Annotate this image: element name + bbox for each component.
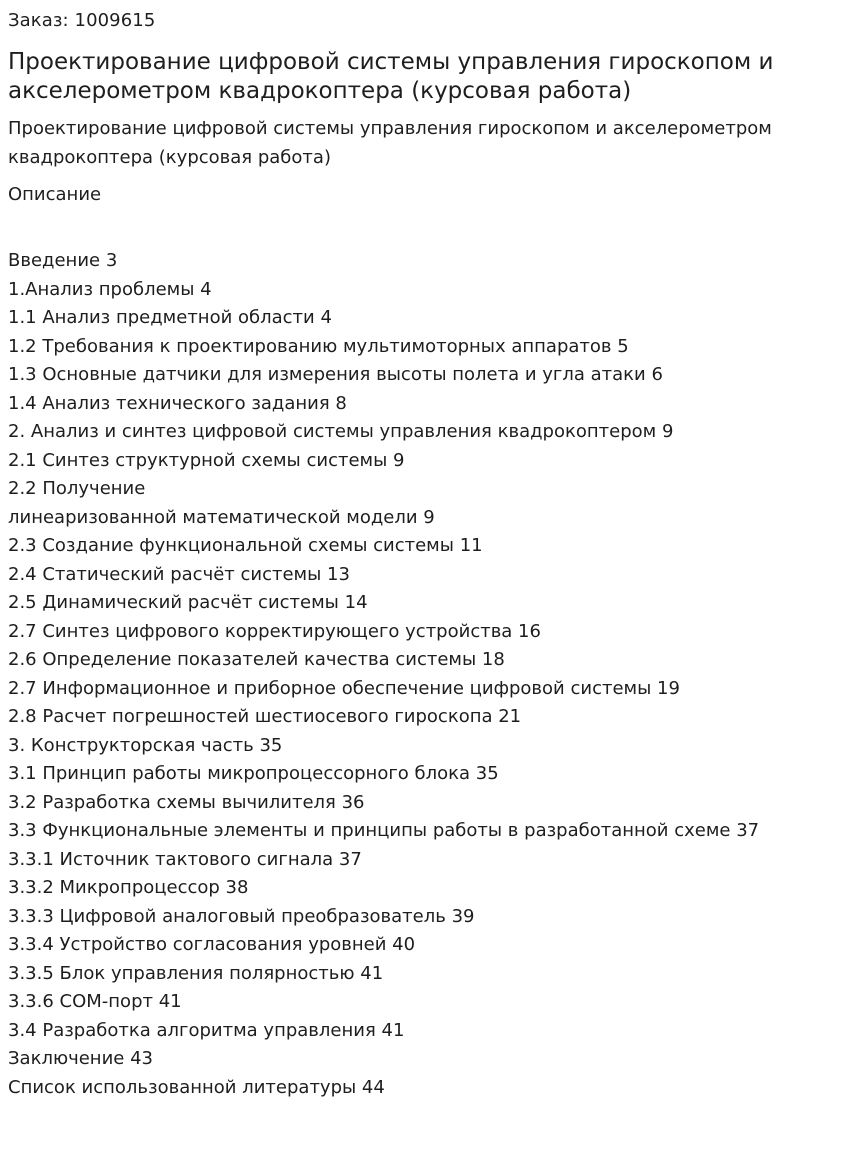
toc-item: линеаризованной математической модели 9 [8, 506, 435, 528]
toc-item: 3.3.2 Микропроцессор 38 [8, 877, 249, 898]
toc-item: 3.1 Принцип работы микропроцессорного блока 35 [8, 763, 499, 784]
toc-item: 2.3 Создание функциональной схемы системы 11 [8, 535, 483, 556]
toc-item: 3.3 Функциональные элементы и принципы работы в разработанной схеме 37 [8, 820, 760, 841]
toc-item: 1.4 Анализ технического задания 8 [8, 392, 347, 414]
toc-item: 3.3.3 Цифровой аналоговый преобразователь 39 [8, 905, 475, 927]
toc-item: Заключение 43 [8, 1048, 153, 1069]
toc-item: 3.3.4 Устройство согласования уровней 40 [8, 934, 416, 955]
toc-item: 1.2 Требования к проектированию мультимоторных аппаратов 5 [8, 335, 629, 357]
toc-item: 1.Анализ проблемы 4 [8, 278, 212, 300]
description-heading: Описание [8, 184, 102, 205]
toc-item: 2.7 Информационное и приборное обеспечение цифровой системы 19 [8, 677, 680, 699]
toc-item: 3.3.5 Блок управления полярностью 41 [8, 962, 384, 984]
toc-item: 2.1 Синтез структурной схемы системы 9 [8, 449, 405, 471]
toc-item: 1.3 Основные датчики для измерения высоты полета и угла атаки 6 [8, 364, 663, 385]
toc-item: 3.3.1 Источник тактового сигнала 37 [8, 848, 362, 870]
toc-item: 2.2 Получение [8, 478, 146, 499]
toc-item: 3. Конструкторская часть 35 [8, 734, 283, 756]
toc-item: 3.4 Разработка алгоритма управления 41 [8, 1019, 405, 1041]
toc-item: Введение 3 [8, 250, 118, 271]
toc-item: 2.8 Расчет погрешностей шестиосевого гироскопа 21 [8, 706, 522, 727]
page-subtitle: Проектирование цифровой системы управления гироскопом и акселерометром квадрокоптера (курсовая работа) [8, 118, 772, 168]
toc-item: 2.7 Синтез цифрового корректирующего устройства 16 [8, 620, 541, 642]
toc-item: 1.1 Анализ предметной области 4 [8, 307, 332, 328]
toc-item: 2.4 Статический расчёт системы 13 [8, 563, 350, 585]
toc-item: 3.3.6 COM-порт 41 [8, 991, 182, 1012]
toc-item: 3.2 Разработка схемы вычилителя 36 [8, 791, 365, 813]
toc-item: 2. Анализ и синтез цифровой системы управления квадрокоптером 9 [8, 421, 674, 442]
page-title: Проектирование цифровой системы управления гироскопом и акселерометром квадрокоптера (курсовая работа) [8, 49, 774, 104]
order-number: Заказ: 1009615 [8, 10, 156, 31]
toc-item: 2.6 Определение показателей качества системы 18 [8, 649, 505, 670]
table-of-contents [8, 247, 839, 1102]
toc-item: 2.5 Динамический расчёт системы 14 [8, 592, 368, 613]
toc-item: Список использованной литературы 44 [8, 1076, 385, 1098]
